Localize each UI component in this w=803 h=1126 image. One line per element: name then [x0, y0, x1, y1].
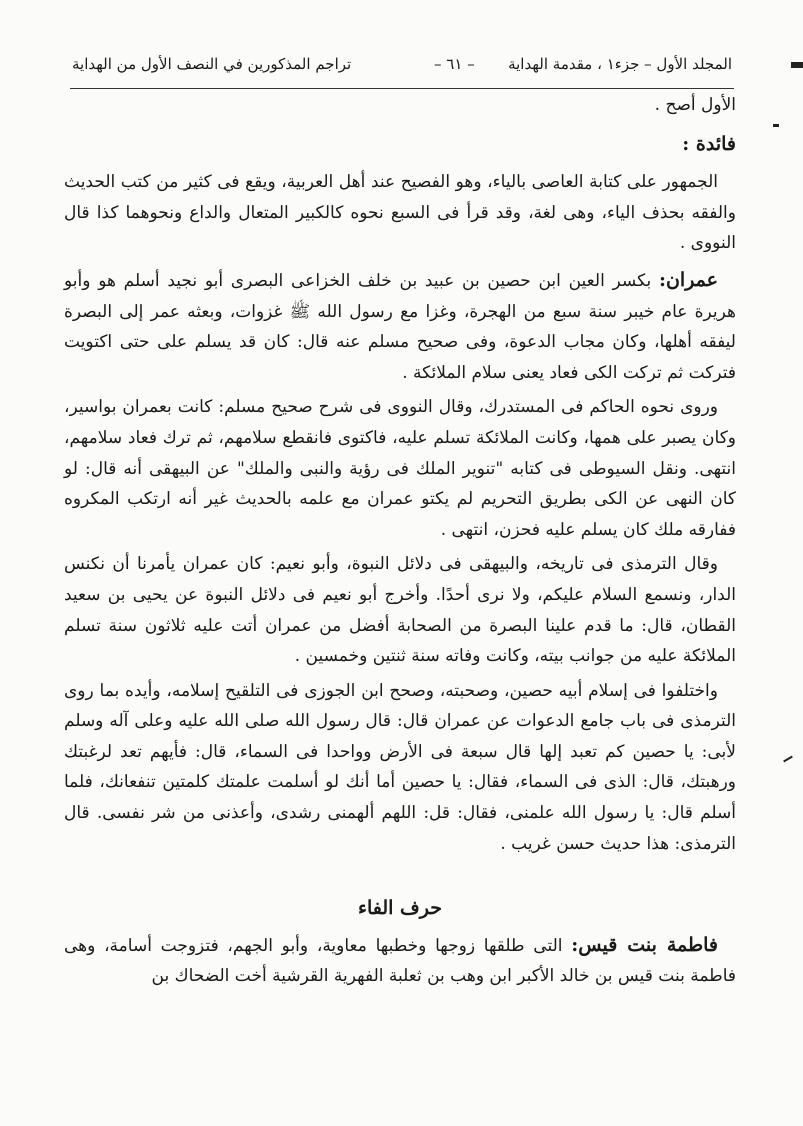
scan-mark: [773, 124, 779, 127]
header-volume: المجلد الأول – جزء١ ، مقدمة الهداية: [508, 55, 732, 73]
imran-entry: [64, 265, 736, 388]
page-body: [64, 90, 736, 996]
faidah-heading: فائدة :: [682, 132, 736, 155]
scan-mark: [791, 62, 803, 68]
imran-paragraph-3: وقال الترمذى فى تاريخه، والبيهقى فى دلائل النبوة، وأبو نعيم: كان عمران يأمرنا أن نكنس الدار، ونسمع السلام عليكم، ولا نرى أحدًا. وأخرج أبو نعيم فى دلائل النبوة عن يحيى بن سعيد القطان، قال: ما قدم علينا البصرة من الصحابة أفضل من عمران أتت عليه ثلاثون سنة تسلم الملائكة عليه من جوانب بيته، وكانت وفاته سنة ثنتين وخمسين .: [64, 554, 736, 667]
entry-name-imran: عمران:: [658, 268, 719, 291]
scan-mark: [783, 756, 793, 763]
header-volume-and-page: [434, 44, 732, 84]
page-number: – ٦١ –: [434, 55, 475, 73]
faidah-paragraph: الجمهور على كتابة العاصى بالياء، وهو الفصيح عند أهل العربية، ويقع فى كثير من كتب الحديث والفقه بحذف الياء، وهى لغة، وقد قرأ فى السبع نحوه كالكبير المتعال والداع ونحوهما كذا قال النووى .: [64, 172, 736, 254]
fatimah-entry: [64, 930, 736, 992]
header-title: تراجم المذكورين في النصف الأول من الهداية: [72, 55, 352, 73]
imran-paragraph-1: بكسر العين ابن حصين بن عبيد بن خلف الخزاعى البصرى أبو نجيد أسلم هو وأبو هريرة عام خيبر سنة سبع من الهجرة، وغزا مع رسول الله ﷺ غزوات، وبعثه عمر إلى البصرة ليفقه أهلها، وكان مجاب الدعوة، وفى صحيح مسلم عنه قال: كان قد يسلم على حتى اكتويت فتركت ثم تركت الكى فعاد يعنى سلام الملائكة .: [64, 270, 736, 383]
running-header: [72, 44, 732, 84]
imran-paragraph-4: واختلفوا فى إسلام أبيه حصين، وصحبته، وصحح ابن الجوزى فى التلقيح إسلامه، وأيده بما روى الترمذى فى باب جامع الدعوات عن عمران قال: قال رسول الله صلى الله عليه وعلى آله وسلم لأبى: يا حصين كم تعبد إلها قال سبعة فى الأرض وواحدا فى السماء، قال: فأيهم تعد لرغبتك ورهبتك، قال: الذى فى السماء، فقال: يا حصين أما أنك لو أسلمت علمتك كلمتين تنفعانك، فلما أسلم قال: يا رسول الله علمنى، فقال: قل: اللهم ألهمنى رشدى، وأعذنى من شر نفسى. قال الترمذى: هذا حديث حسن غريب .: [64, 680, 736, 854]
header-divider: [70, 88, 734, 89]
fatimah-paragraph: التى طلقها زوجها وخطبها معاوية، وأبو الجهم، فتزوجت أسامة، وهى فاطمة بنت قيس بن خالد الأكبر ابن وهب بن ثعلبة الفهرية القرشية أخت الضحاك بن: [64, 935, 736, 987]
entry-name-fatimah: فاطمة بنت قيس:: [571, 933, 719, 956]
section-heading: حرف الفاء: [358, 897, 442, 920]
opening-line: الأول أصح .: [654, 95, 736, 115]
imran-paragraph-2: وروى نحوه الحاكم فى المستدرك، وقال النووى فى شرح صحيح مسلم: كانت بعمران بواسير، وكان يصبر على همها، وكانت الملائكة تسلم عليه، فاكتوى فانقطع سلامهم، ثم ترك فعاد سلامهم، انتهى. ونقل السيوطى فى كتابه "تنوير الملك فى رؤية والنبى والملك" عن البيهقى أنه قال: لو كان النهى عن الكى بطريق التحريم لم يكتو عمران مع علمه بالحديث غير أنه ارتكب المكروه ففارقه ملك كان يسلم عليه فحزن، انتهى .: [64, 397, 736, 540]
